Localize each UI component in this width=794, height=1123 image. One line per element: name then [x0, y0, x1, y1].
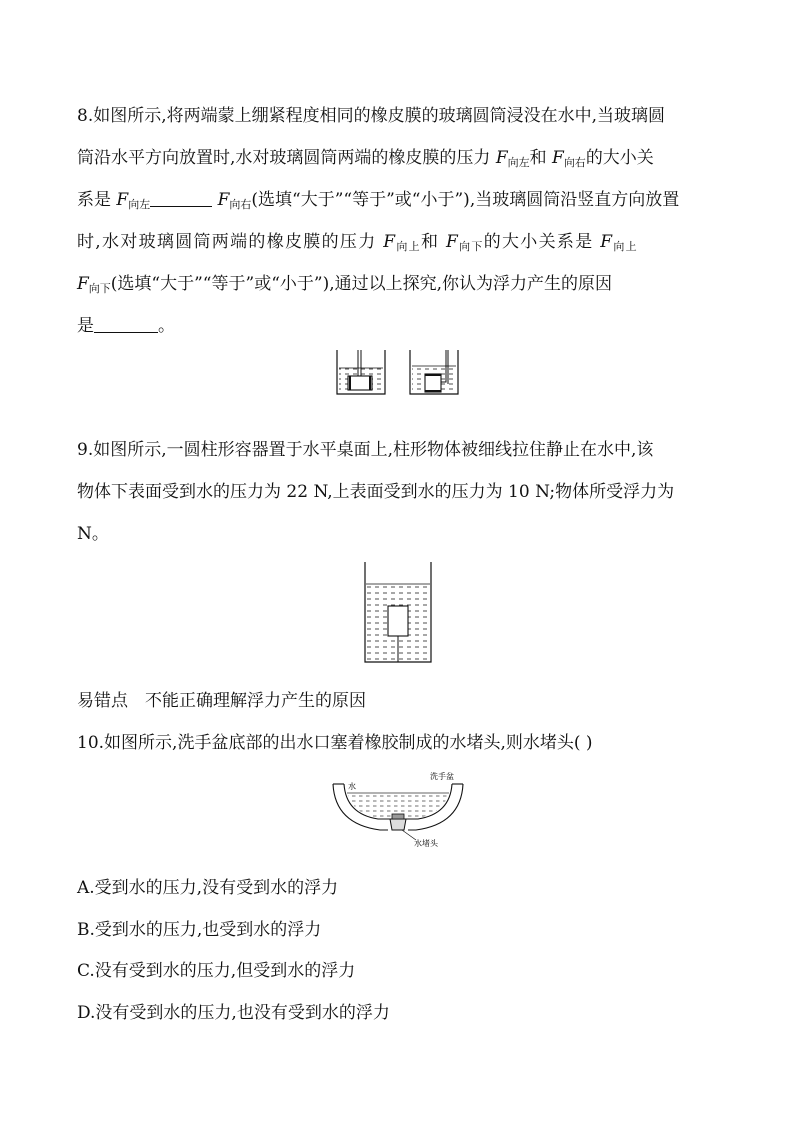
force-subscript: 向下: [459, 240, 484, 253]
force-subscript: 向左: [128, 198, 151, 211]
q8-text: 是: [77, 316, 94, 336]
force-symbol: F: [77, 274, 89, 294]
force-symbol: F: [116, 190, 129, 210]
q9-line-1: 9.如图所示,一圆柱形容器置于水平桌面上,柱形物体被细线拉住静止在水中,该: [77, 440, 654, 460]
force-symbol: F: [445, 232, 460, 252]
force-subscript: 向上: [613, 240, 638, 253]
force-symbol: F: [600, 232, 614, 252]
q8-text: (选填“大于”“等于”或“小于”),当玻璃圆筒沿竖直方向放置: [251, 190, 680, 210]
q8-line-6: [77, 314, 722, 338]
force-subscript: 向下: [88, 282, 111, 295]
q8-figure: [328, 346, 464, 398]
q9-line-2: 物体下表面受到水的压力为 22 N,上表面受到水的压力为 10 N;物体所受浮力为: [77, 482, 675, 502]
q8-text: 筒沿水平方向放置时,水对玻璃圆筒两端的橡皮膜的压力: [77, 148, 491, 168]
q8-line-1: 8.如图所示,将两端蒙上绷紧程度相同的橡皮膜的玻璃圆筒浸没在水中,当玻璃圆: [77, 106, 666, 126]
q9-figure: [358, 560, 438, 664]
answer-blank[interactable]: [94, 318, 158, 333]
q8-line-2: [77, 146, 722, 175]
force-subscript: 向左: [507, 156, 530, 169]
force-symbol: F: [495, 148, 508, 168]
container-icon: [365, 562, 431, 662]
force-symbol: F: [217, 190, 230, 210]
q10-stem: 10.如图所示,洗手盆底部的出水口塞着橡胶制成的水堵头,则水堵头( ): [77, 733, 593, 753]
beaker-vertical-icon: [410, 350, 458, 394]
section-heading: 易错点 不能正确理解浮力产生的原因: [77, 691, 366, 711]
basin-label: 洗手盆: [430, 772, 454, 781]
force-symbol: F: [383, 232, 397, 252]
option-d[interactable]: D.没有受到水的压力,也没有受到水的浮力: [77, 1003, 390, 1023]
q8-text: (选填“大于”“等于”或“小于”),通过以上探究,你认为浮力产生的原因: [110, 274, 613, 294]
q8-line-5: [77, 272, 722, 301]
option-b[interactable]: B.受到水的压力,也受到水的浮力: [77, 920, 322, 940]
force-subscript: 向右: [563, 156, 586, 169]
q8-text: 和: [529, 148, 547, 168]
water-label: 水: [348, 782, 356, 791]
q8-line-4: [77, 230, 722, 259]
q10-figure: [330, 768, 466, 848]
option-a[interactable]: A.受到水的压力,没有受到水的浮力: [77, 878, 339, 898]
force-subscript: 向右: [229, 198, 252, 211]
q8-text: 系是: [77, 190, 111, 210]
q8-line-3: [77, 188, 722, 217]
q8-text: 。: [158, 316, 175, 336]
force-symbol: F: [552, 148, 564, 168]
option-c[interactable]: C.没有受到水的压力,但受到水的浮力: [77, 961, 356, 981]
q8-text: 的大小关系是: [483, 232, 594, 252]
answer-blank[interactable]: [150, 192, 212, 207]
plug-label: 水堵头: [414, 839, 438, 848]
force-subscript: 向上: [396, 240, 421, 253]
beaker-horizontal-icon: [337, 350, 385, 394]
q9-line-3: N。: [77, 524, 109, 544]
q8-text: 和: [420, 232, 440, 252]
q8-text: 时,水对玻璃圆筒两端的橡皮膜的压力: [77, 232, 377, 252]
q8-text: 的大小关: [585, 148, 654, 168]
